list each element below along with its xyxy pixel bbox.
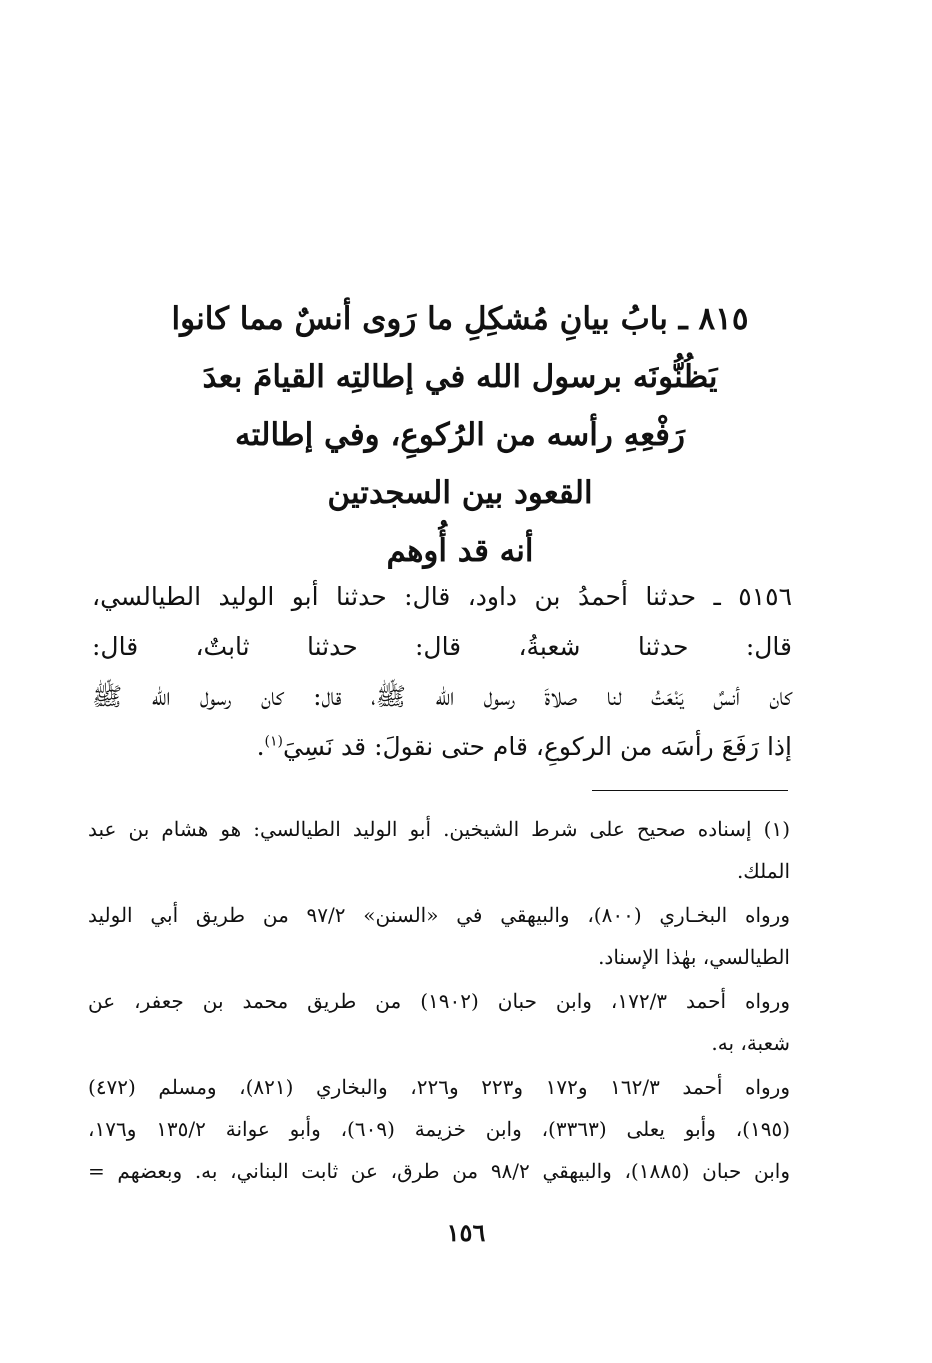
hadith-end-mark: . (256, 732, 265, 761)
footnote (88, 980, 790, 1064)
hadith-line-text: إذا رَفَعَ رأسَه من الركوعِ، قام حتى نقولَ: قد نَسِيَ (283, 732, 792, 761)
hadith-line: قال: حدثنا شعبةُ، قال: حدثنا ثابتٌ، قال: (92, 632, 792, 661)
chapter-title-line: رَفْعِهِ رأسه من الرُكوعِ، وفي إطالته (235, 417, 685, 453)
chapter-title-line: القعود بين السجدتين (327, 475, 593, 511)
hadith-text (92, 572, 792, 772)
footnotes (88, 808, 790, 1194)
footnote-line: الملك. (736, 859, 790, 883)
hadith-line: كان أنسٌ يَنْعَتُ لنا صلاةَ رسول الله ﷺ، قال: كان رسول الله ﷺ (92, 682, 792, 711)
footnote-divider (592, 790, 788, 791)
footnote-line: ورواه أحمد ١٦٢/٣ و١٧٢ و٢٢٣ و٢٢٦، والبخاري (٨٢١)، ومسلم (٤٧٢) (88, 1075, 790, 1099)
hadith-line (92, 722, 792, 772)
page-number: ١٥٦ (446, 1218, 486, 1247)
chapter-title-line: أنه قد أُوهم (386, 533, 534, 569)
footnote-line: وابن حبان (١٨٨٥)، والبيهقي ٩٨/٢ من طرق، عن ثابت البناني، به. وبعضهم = (88, 1159, 791, 1183)
footnote-line: الطيالسي، بهٰذا الإسناد. (598, 945, 790, 969)
footnote-line: ورواه البخـاري (٨٠٠)، والبيهقي في «السنن» ٩٧/٢ من طريق أبي الوليد (88, 903, 790, 927)
footnote (88, 894, 790, 978)
chapter-title (130, 290, 790, 580)
chapter-title-line: ٨١٥ ـ بابُ بيانِ مُشكِلِ ما رَوى أنسٌ مما كانوا (171, 301, 749, 337)
footnote (88, 808, 790, 892)
footnote-line: (١٩٥)، وأبو يعلى (٣٣٦٣)، وابن خزيمة (٦٠٩)، وأبو عوانة ١٣٥/٢ و١٧٦، (88, 1117, 791, 1141)
footnote-line: ورواه أحمد ١٧٢/٣، وابن حبان (١٩٠٢) من طريق محمد بن جعفر، عن (88, 989, 790, 1013)
footnote-line: (١) إسناده صحيح على شرط الشيخين. أبو الوليد الطيالسي: هو هشام بن عبد (88, 817, 790, 841)
footnote-line: شعبة، به. (711, 1031, 790, 1055)
chapter-title-line: يَظُنُّونَه برسول الله في إطالتِه القيامَ بعدَ (202, 359, 718, 395)
hadith-line: ٥١٥٦ ـ حدثنا أحمدُ بن داود، قال: حدثنا أبو الوليد الطيالسي، (92, 582, 792, 611)
footnote (88, 1066, 790, 1192)
footnote-marker[interactable]: (١) (264, 733, 284, 750)
